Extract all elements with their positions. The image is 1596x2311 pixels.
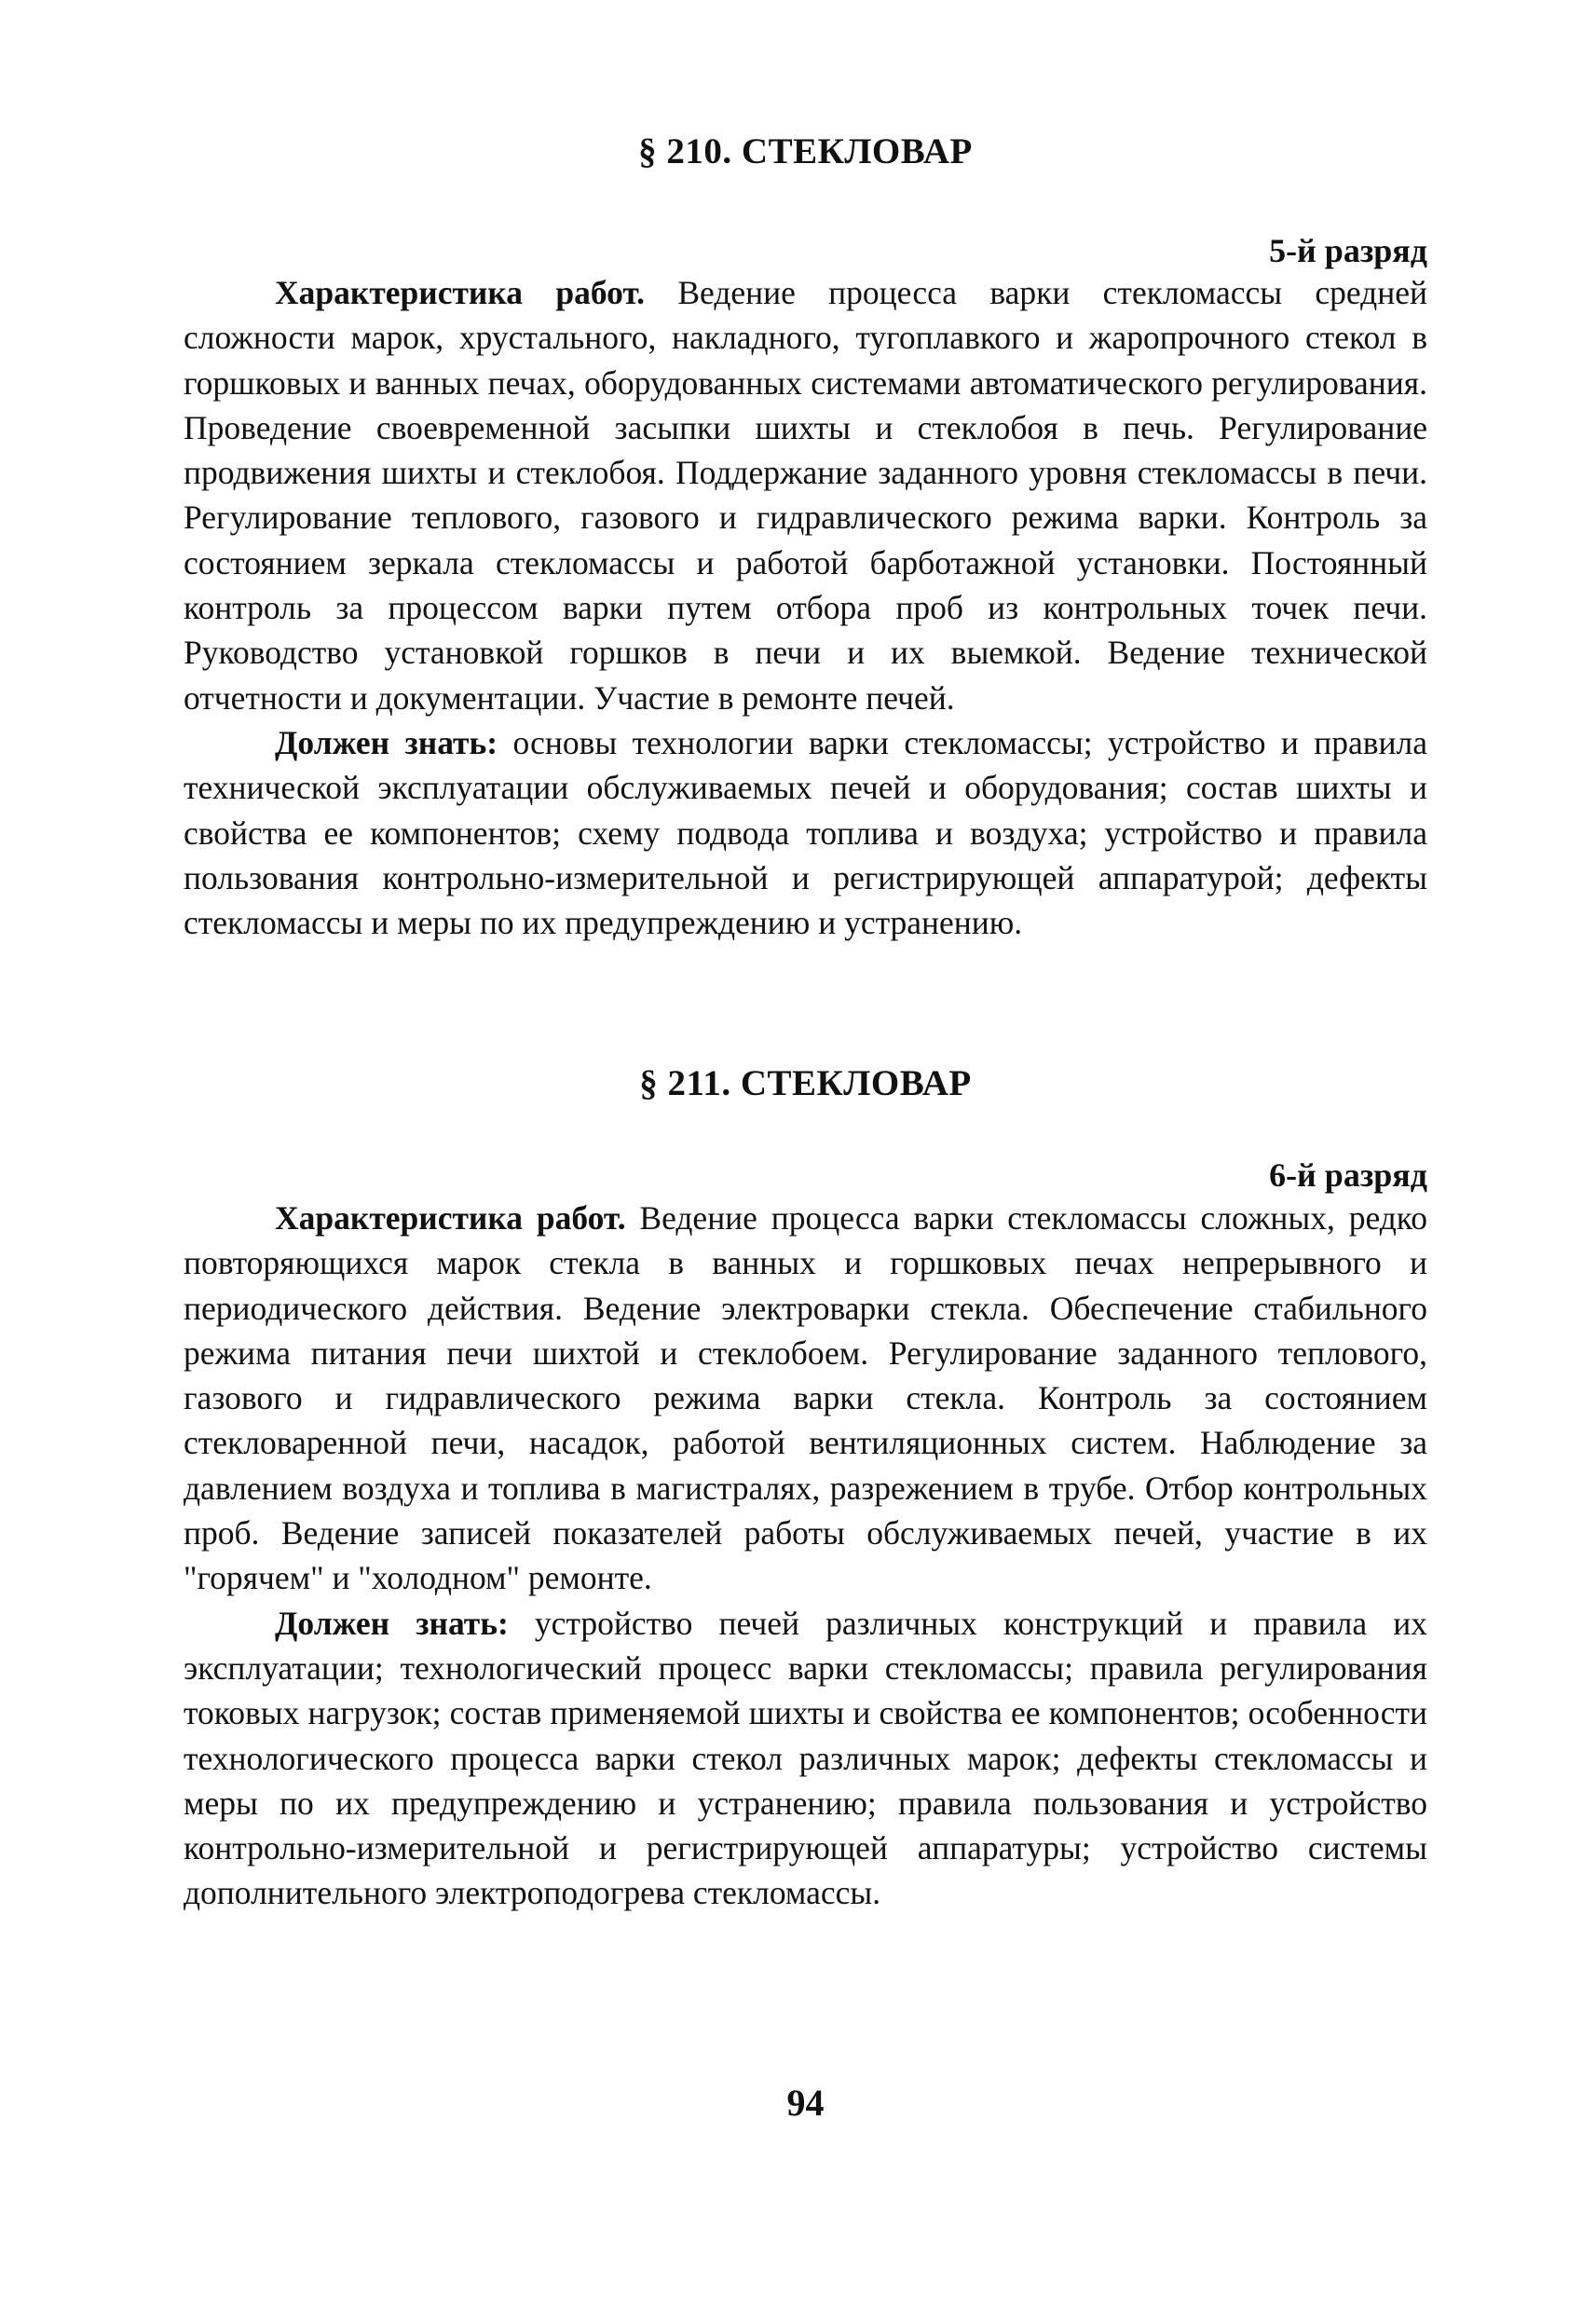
must-know-paragraph <box>184 720 1427 945</box>
section-body <box>184 1196 1427 1916</box>
grade-label: 5-й разряд <box>1269 232 1427 269</box>
work-characteristics-text: Ведение процесса варки стекломассы сложных, редко повторяющихся марок стекла в ванных и горшковых печах непрерывного и периодического действия. Ведение электроварки стекла. Обеспечение стабильного режима питания печи шихтой и стеклобоем. Регулирование заданного теплового, газового и гидравлического режима варки стекла. Контроль за состоянием стекловаренной печи, насадок, работой вентиляционных систем. Наблюдение за давлением воздуха и топлива в магистралях, разрежением в трубе. Отбор контрольных проб. Ведение записей показателей работы обслуживаемых печей, участие в их "горячем" и "холодном" ремонте. <box>184 1199 1427 1597</box>
section-title: § 210. СТЕКЛОВАР <box>638 131 973 171</box>
work-characteristics-paragraph <box>184 270 1427 720</box>
document-page <box>184 0 1427 2311</box>
grade-label: 6-й разряд <box>1269 1156 1427 1194</box>
work-characteristics-paragraph <box>184 1196 1427 1601</box>
must-know-text: устройство печей различных конструкций и правила их эксплуатации; технологический процесс варки стекломассы; правила регулирования токовых нагрузок; состав применяемой шихты и свойства ее компонентов; особенности технологического процесса варки стекол различных марок; дефекты стекломассы и меры по их предупреждению и устранению; правила пользования и устройство контрольно-измерительной и регистрирующей аппаратуры; устройство системы дополнительного электроподогрева стекломассы. <box>184 1604 1427 1912</box>
must-know-heading: Должен знать: <box>275 723 498 761</box>
section-body <box>184 270 1427 945</box>
work-characteristics-text: Ведение процесса варки стекломассы средней сложности марок, хрустального, накладного, тугоплавкого и жаропрочного стекол в горшковых и ванных печах, оборудованных системами автоматического регулирования. Проведение своевременной засыпки шихты и стеклобоя в печь. Регулирование продвижения шихты и стеклобоя. Поддержание заданного уровня стекломассы в печи. Регулирование теплового, газового и гидравлического режима варки. Контроль за состоянием зеркала стекломассы и работой барботажной установки. Постоянный контроль за процессом варки путем отбора проб из контрольных точек печи. Руководство установкой горшков в печи и их выемкой. Ведение технической отчетности и документации. Участие в ремонте печей. <box>184 274 1427 717</box>
must-know-text: основы технологии варки стекломассы; устройство и правила технической эксплуатации обслуживаемых печей и оборудования; состав шихты и свойства ее компонентов; схему подвода топлива и воздуха; устройство и правила пользования контрольно-измерительной и регистрирующей аппаратурой; дефекты стекломассы и меры по их предупреждению и устранению. <box>184 723 1427 942</box>
work-characteristics-heading: Характеристика работ. <box>275 1199 626 1237</box>
section-title: § 211. СТЕКЛОВАР <box>639 1063 972 1103</box>
must-know-heading: Должен знать: <box>275 1604 509 1642</box>
must-know-paragraph <box>184 1601 1427 1916</box>
page-number: 94 <box>786 2082 825 2124</box>
work-characteristics-heading: Характеристика работ. <box>275 274 646 311</box>
